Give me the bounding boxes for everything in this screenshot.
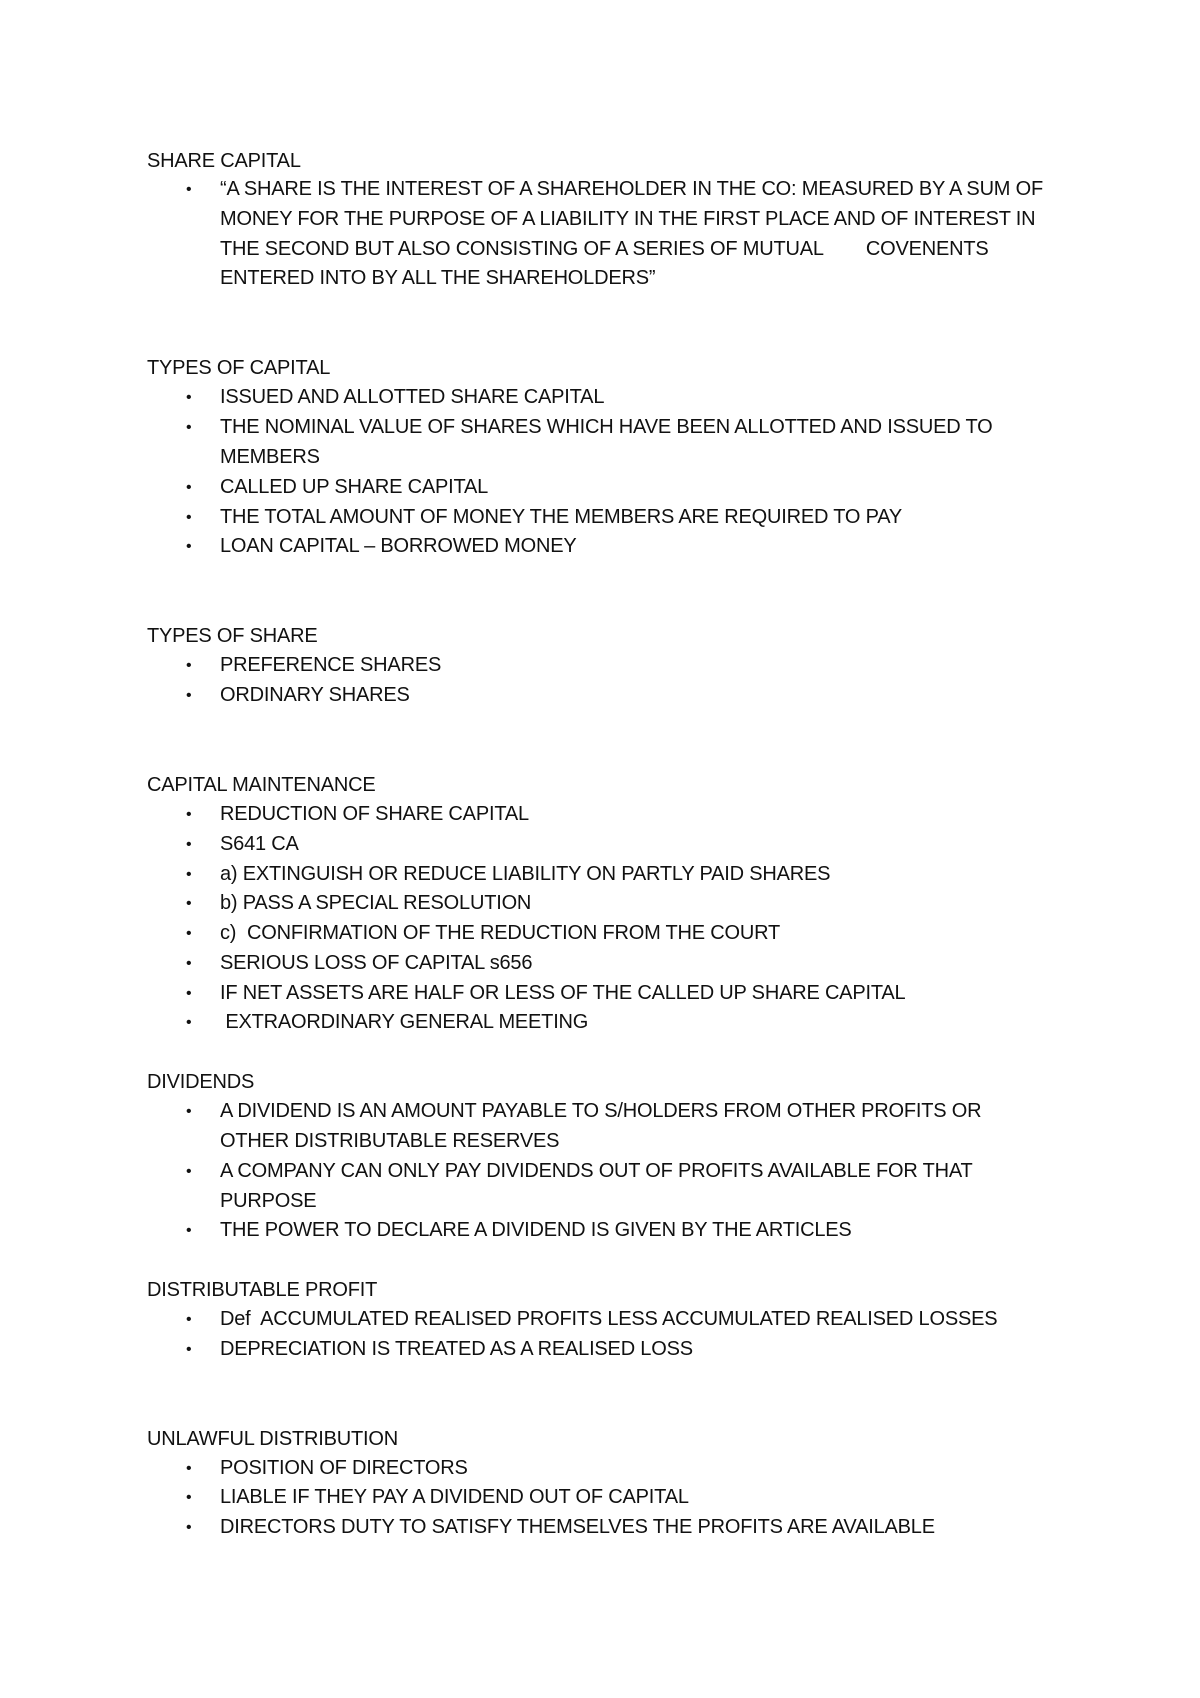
- list-item: • LIABLE IF THEY PAY A DIVIDEND OUT OF CAPITAL: [220, 1483, 1080, 1513]
- list-item: • “A SHARE IS THE INTEREST OF A SHAREHOLDER IN THE CO: MEASURED BY A SUM OF MONEY FOR THE PURPOSE OF A LIABILITY IN THE FIRST PLACE AND OF INTEREST IN THE SECOND BUT ALSO CONSISTING OF A SERIES OF MUTUAL COVENENTS ENTERED INTO BY ALL THE SHAREHOLDERS”: [220, 175, 1068, 294]
- list-item: • SERIOUS LOSS OF CAPITAL s656: [220, 949, 1080, 979]
- section-heading-capital-maintenance: CAPITAL MAINTENANCE: [147, 774, 376, 796]
- list-item: • REDUCTION OF SHARE CAPITAL: [220, 800, 1080, 830]
- list-item: • Def ACCUMULATED REALISED PROFITS LESS ACCUMULATED REALISED LOSSES: [220, 1305, 1080, 1335]
- section-heading-distributable-profit: DISTRIBUTABLE PROFIT: [147, 1279, 378, 1301]
- list-item: • A COMPANY CAN ONLY PAY DIVIDENDS OUT OF PROFITS AVAILABLE FOR THAT PURPOSE: [220, 1157, 1010, 1217]
- section-heading-share-capital: SHARE CAPITAL: [147, 150, 301, 172]
- list-item: • S641 CA: [220, 830, 1080, 860]
- list-item: • DIRECTORS DUTY TO SATISFY THEMSELVES THE PROFITS ARE AVAILABLE: [220, 1513, 1080, 1543]
- section-heading-types-of-capital: TYPES OF CAPITAL: [147, 357, 331, 379]
- list-item: • a) EXTINGUISH OR REDUCE LIABILITY ON PARTLY PAID SHARES: [220, 860, 1080, 890]
- list-item: • EXTRAORDINARY GENERAL MEETING: [220, 1008, 1080, 1038]
- list-item: • ORDINARY SHARES: [220, 681, 1080, 711]
- list-item: • PREFERENCE SHARES: [220, 651, 1080, 681]
- list-item: • c) CONFIRMATION OF THE REDUCTION FROM THE COURT: [220, 919, 1080, 949]
- section-heading-types-of-share: TYPES OF SHARE: [147, 625, 318, 647]
- list-item: • ISSUED AND ALLOTTED SHARE CAPITAL: [220, 383, 1080, 413]
- list-item: • DEPRECIATION IS TREATED AS A REALISED LOSS: [220, 1335, 1080, 1365]
- list-item: • POSITION OF DIRECTORS: [220, 1454, 1080, 1484]
- list-item: • A DIVIDEND IS AN AMOUNT PAYABLE TO S/HOLDERS FROM OTHER PROFITS OR OTHER DISTRIBUTABLE RESERVES: [220, 1097, 1020, 1157]
- section-heading-unlawful-distribution: UNLAWFUL DISTRIBUTION: [147, 1428, 398, 1450]
- list-item: • LOAN CAPITAL – BORROWED MONEY: [220, 532, 1080, 562]
- list-item: • IF NET ASSETS ARE HALF OR LESS OF THE CALLED UP SHARE CAPITAL: [220, 979, 1080, 1009]
- list-item: • THE TOTAL AMOUNT OF MONEY THE MEMBERS ARE REQUIRED TO PAY: [220, 503, 1080, 533]
- section-heading-dividends: DIVIDENDS: [147, 1071, 255, 1093]
- list-item: • b) PASS A SPECIAL RESOLUTION: [220, 889, 1080, 919]
- list-item: • THE NOMINAL VALUE OF SHARES WHICH HAVE BEEN ALLOTTED AND ISSUED TO MEMBERS: [220, 413, 1040, 473]
- list-item: • THE POWER TO DECLARE A DIVIDEND IS GIVEN BY THE ARTICLES: [220, 1216, 1080, 1246]
- list-item: • CALLED UP SHARE CAPITAL: [220, 473, 1080, 503]
